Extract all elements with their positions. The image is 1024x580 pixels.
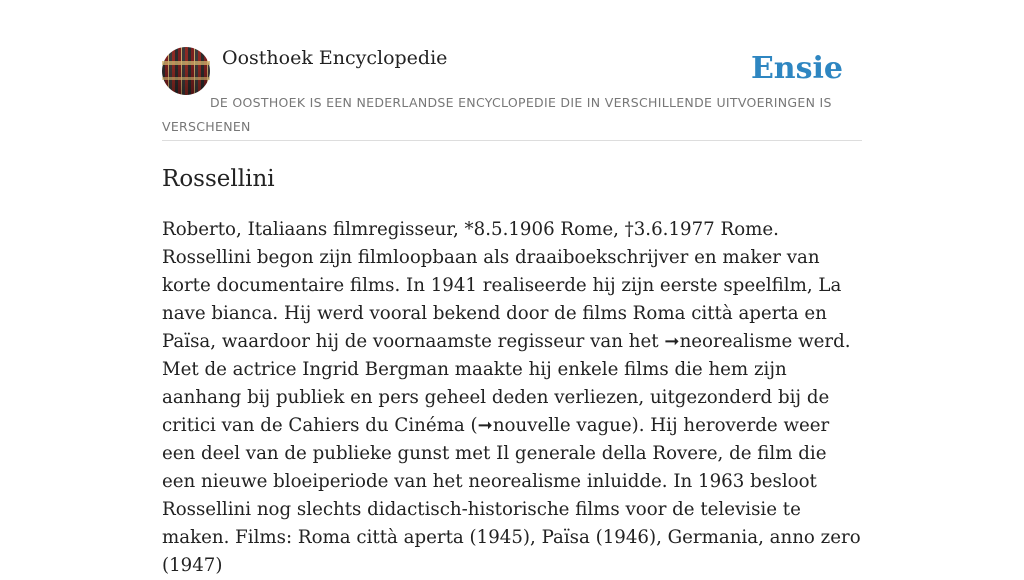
article-title: Rossellini (162, 166, 275, 192)
brand-logo-link[interactable]: Ensie (750, 51, 843, 86)
site-tagline: DE OOSTHOEK IS EEN NEDERLANDSE ENCYCLOPEDIE DIE IN VERSCHILLENDE UITVOERINGEN IS VERSCHENEN (162, 95, 832, 134)
site-name-link[interactable]: Oosthoek Encyclopedie (222, 47, 448, 69)
article-body: Roberto, Italiaans filmregisseur, *8.5.1906 Rome, †3.6.1977 Rome. Rossellini begon zijn filmloopbaan als draaiboekschrijver en maker van korte documentaire films. In 1941 realiseerde hij zijn eerste speelfilm, La nave bianca. Hij werd vooral bekend door de films Roma città aperta en Païsa, waardoor hij de voornaamste regisseur van het ➞neorealisme werd. Met de actrice Ingrid Bergman maakte hij enkele films die hem zijn aanhang bij publiek en pers geheel deden verliezen, uitgezonderd bij de critici van de Cahiers du Cinéma (➞nouvelle vague). Hij heroverde weer een deel van de publieke gunst met Il generale della Rovere, de film die een nieuwe bloeiperiode van het neorealisme inluidde. In 1963 besloot Rossellini nog slechts didactisch-historische films voor de televisie te maken. Films: Roma città aperta (1945), Païsa (1946), Germania, anno zero (1947) (162, 219, 861, 576)
encyclopedia-books-icon[interactable] (162, 47, 210, 95)
site-header (162, 46, 862, 141)
